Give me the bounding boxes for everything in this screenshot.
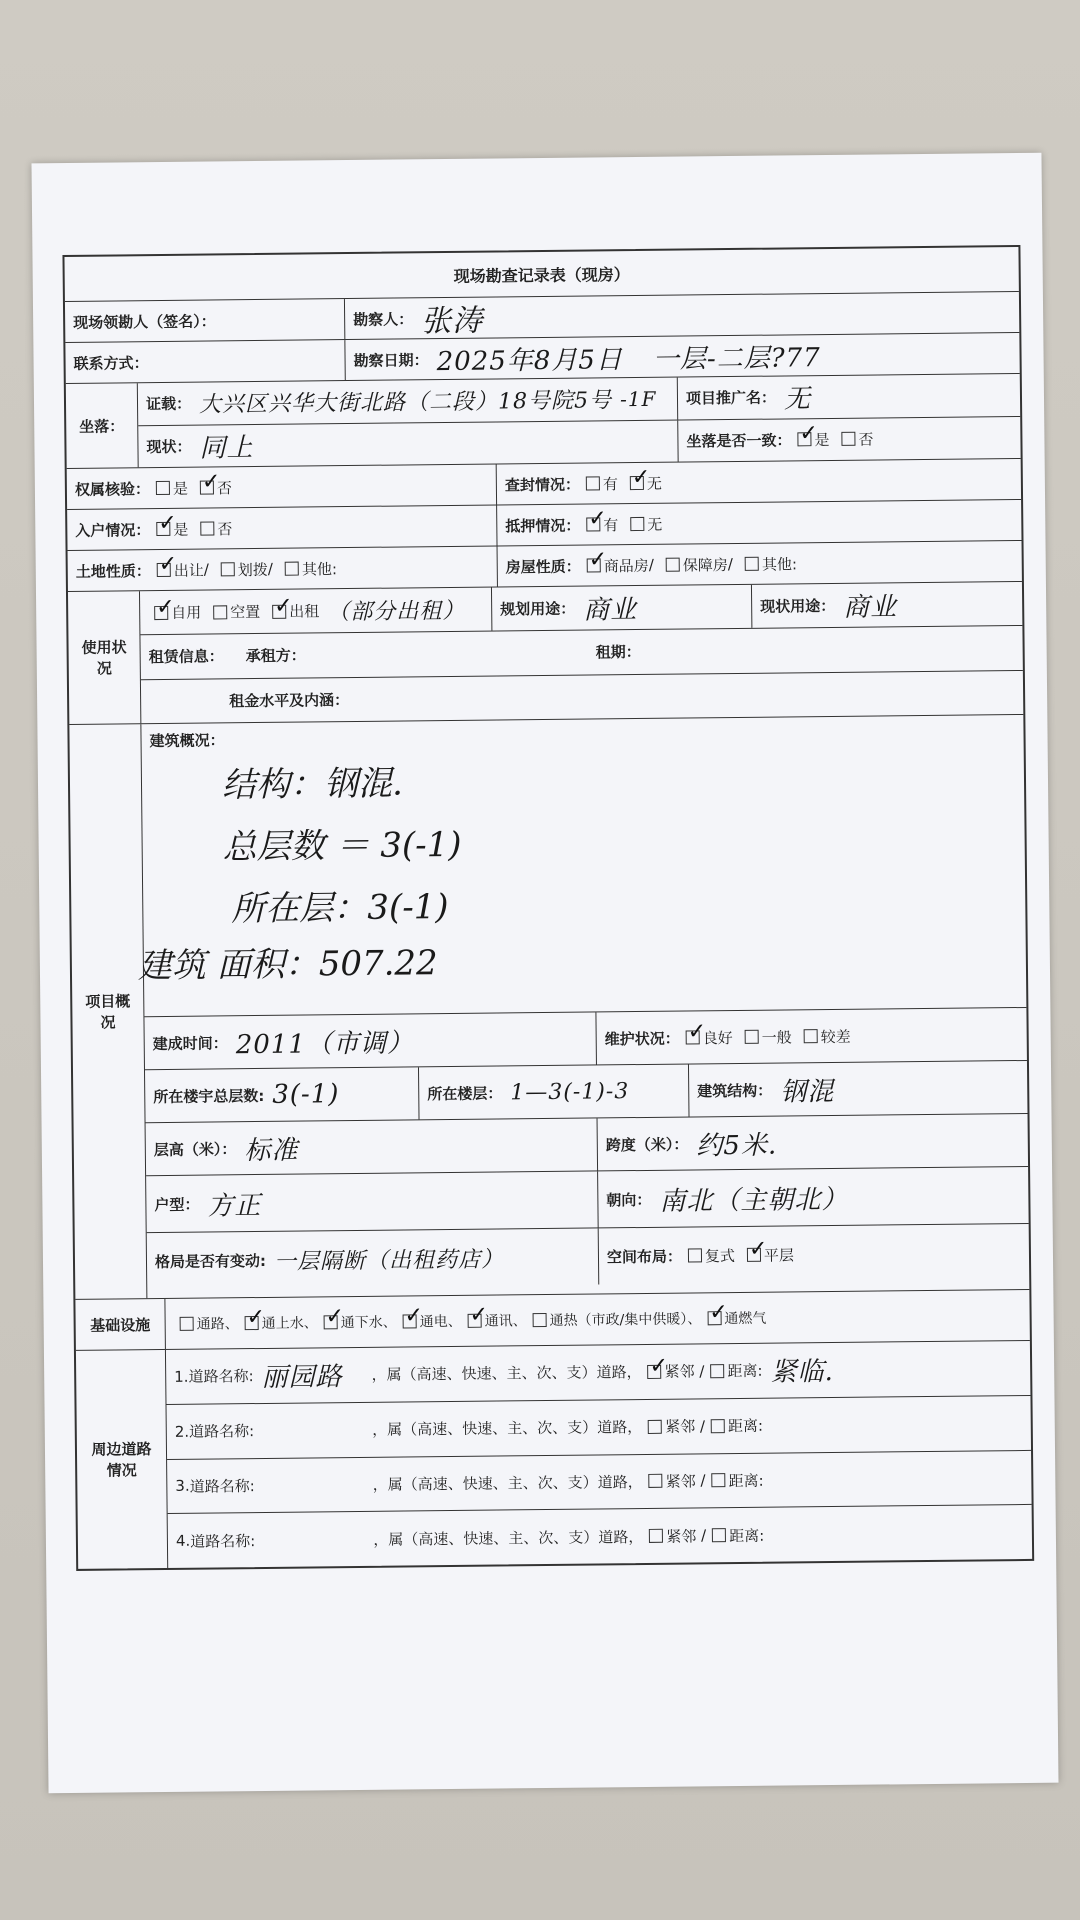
road-1: 1. 道路名称: 丽园路 ，属（高速、快速、主、次、支）道路， ✓ 紧邻 / 距离: 紧临. — [166, 1341, 1031, 1404]
infra-telecom-label: 通讯、 — [484, 1313, 527, 1330]
project-overview-label: 项目概况 — [69, 724, 147, 1299]
usage-self-checkbox[interactable]: ✓ — [156, 594, 175, 620]
road-2-num: 2. — [174, 1422, 190, 1441]
building-overview-row — [137, 715, 1026, 1017]
road-3-adjacent-checkbox[interactable] — [649, 1474, 663, 1488]
built-cell — [144, 1012, 597, 1069]
seal-have-checkbox[interactable] — [586, 476, 600, 490]
consistent-cell — [678, 416, 1020, 461]
project-overview-row — [69, 715, 1029, 1300]
infra-road-label: 通路、 — [196, 1316, 239, 1333]
unit-value: 方正 — [207, 1190, 262, 1222]
house-affordable-checkbox[interactable] — [666, 558, 680, 572]
lease-label: 租赁信息： — [148, 647, 224, 667]
current-cell — [138, 420, 678, 467]
orientation-cell — [598, 1167, 1029, 1227]
lease-cell — [140, 626, 1022, 679]
floor-label: 所在楼层： — [427, 1083, 503, 1103]
usage-note: （部分出租） — [327, 598, 466, 626]
cert-value: 大兴区兴华大街北路（二段）18号院5号 — [198, 388, 613, 418]
infra-drainage-checkbox[interactable]: ✓ — [325, 1304, 345, 1330]
space-label: 空间布局： — [606, 1247, 683, 1266]
space-duplex-checkbox[interactable] — [688, 1248, 702, 1262]
road-1-distance-checkbox[interactable] — [710, 1364, 724, 1378]
note-structure: 结构：钢混. — [221, 763, 404, 806]
note-area: 建筑 面积：507.22 — [137, 943, 438, 987]
land-other-checkbox[interactable] — [285, 562, 299, 576]
entry-yes-checkbox[interactable]: ✓ — [158, 510, 177, 537]
height-value: 标准 — [244, 1135, 299, 1166]
infra-drainage-label: 通下水、 — [340, 1314, 397, 1332]
road-row-1 — [166, 1341, 1031, 1405]
form-title: 现场勘查记录表（现房） — [453, 264, 630, 286]
entry-label: 入户情况： — [75, 520, 151, 540]
space-duplex-label: 复式 — [704, 1246, 736, 1265]
structure-value: 钢混 — [780, 1076, 835, 1108]
mortgage-cell — [497, 500, 1021, 545]
house-type-label: 房屋性质： — [505, 557, 581, 576]
space-flat-label: 平层 — [763, 1245, 795, 1265]
layout-change-cell — [147, 1228, 600, 1289]
structure-label: 建筑结构： — [697, 1081, 773, 1100]
height-label: 层高（米）： — [153, 1139, 237, 1159]
roads-label: 周边道路情况 — [76, 1350, 168, 1569]
layout-row — [147, 1224, 1030, 1289]
road-3-type: ，属（高速、快速、主、次、支）道路， — [372, 1472, 643, 1494]
height-row — [146, 1114, 1029, 1176]
inspector-label: 勘察人： — [353, 309, 414, 329]
maintenance-cell — [596, 1008, 1027, 1065]
road-2-distance-checkbox[interactable] — [711, 1419, 725, 1433]
road-2-adjacent-label: 紧邻 — [665, 1417, 696, 1436]
usage-status-label: 使用状况 — [68, 591, 141, 724]
road-4-num: 4. — [175, 1531, 191, 1551]
ownership-label: 权属核验： — [74, 479, 151, 499]
land-label: 土地性质： — [75, 561, 151, 581]
built-row — [144, 1008, 1027, 1070]
built-value: 2011（市调） — [235, 1027, 415, 1060]
maintenance-normal-label: 一般 — [761, 1027, 792, 1047]
road-3-num: 3. — [175, 1477, 190, 1496]
infra-label: 基础设施 — [75, 1299, 166, 1350]
date-cell — [345, 333, 1019, 380]
seal-none-label: 无 — [646, 474, 663, 493]
orientation-value: 南北（主朝北） — [659, 1184, 849, 1217]
cert-cell — [138, 378, 678, 425]
house-other-label: 其他: — [761, 554, 798, 574]
unit-cell — [146, 1171, 599, 1232]
current-use-cell — [752, 582, 1022, 628]
house-other-checkbox[interactable] — [745, 557, 759, 571]
consistent-yes-checkbox[interactable]: ✓ — [799, 421, 818, 447]
building-overview-label: 建筑概况： — [149, 731, 225, 751]
road-3-distance-checkbox[interactable] — [711, 1474, 725, 1488]
lease-term-label: 租期： — [595, 643, 641, 662]
rent-label: 租金水平及内涵： — [229, 690, 350, 711]
mortgage-label: 抵押情况： — [505, 516, 581, 535]
cert-suffix: -1F — [619, 386, 657, 411]
current-use-value: 商业 — [843, 592, 898, 624]
house-commercial-checkbox[interactable]: ✓ — [588, 547, 608, 573]
land-transfer-checkbox[interactable]: ✓ — [158, 551, 178, 578]
usage-self-label: 自用 — [171, 603, 202, 623]
road-4-type: ，属（高速、快速、主、次、支）道路， — [373, 1527, 644, 1549]
ownership-cell — [67, 464, 497, 509]
road-4-adjacent-checkbox[interactable] — [649, 1529, 663, 1543]
project-name-cell — [678, 374, 1020, 419]
current-value: 同上 — [199, 432, 254, 464]
maintenance-normal-checkbox[interactable] — [745, 1030, 759, 1044]
road-2-distance-label: 距离: — [727, 1416, 764, 1436]
seal-label: 查封情况： — [504, 475, 580, 494]
infra-telecom-checkbox[interactable]: ✓ — [469, 1302, 489, 1328]
house-type-cell: 房屋性质： ✓ 商品房 / 保障房 / 其他: — [505, 547, 798, 576]
seal-cell — [497, 459, 1021, 504]
road-3-name — [255, 1484, 373, 1485]
project-name-label: 项目推广名： — [685, 388, 777, 408]
planned-use-value: 商业 — [583, 595, 638, 626]
location-label: 坐落： — [66, 383, 139, 468]
infra-heating-checkbox[interactable] — [533, 1313, 547, 1327]
contact-label: 联系方式： — [65, 340, 345, 383]
lead-inspector-label: 现场领勘人（签名）： — [65, 299, 345, 342]
current-label: 现状： — [146, 437, 192, 456]
house-affordable-label: 保障房 — [682, 555, 728, 575]
infra-gas-label: 通燃气 — [724, 1310, 767, 1328]
inspector-value: 张涛 — [421, 303, 484, 340]
usage-rent-label: 出租 — [289, 602, 320, 621]
infra-gas-checkbox[interactable]: ✓ — [709, 1300, 728, 1326]
ownership-yes-checkbox[interactable] — [156, 481, 170, 495]
location-row — [66, 374, 1021, 469]
road-1-distance-label: 距离: — [727, 1362, 763, 1381]
road-1-type: ，属（高速、快速、主、次、支）道路， — [371, 1363, 642, 1385]
road-4-name — [255, 1539, 373, 1540]
land-cell: 土地性质： ✓ 出让 / 划拨 / 其他: — [68, 546, 498, 591]
road-4-distance-checkbox[interactable] — [712, 1528, 726, 1542]
cert-label: 证载： — [145, 394, 192, 414]
structure-cell — [689, 1061, 1028, 1117]
unit-row — [146, 1167, 1029, 1233]
land-allocated-label: 划拨 — [237, 560, 268, 579]
total-floors-label: 所在楼宇总层数: — [153, 1086, 265, 1106]
height-cell — [146, 1118, 599, 1175]
road-row-3 — [167, 1450, 1032, 1514]
road-3-distance-label: 距离: — [728, 1471, 764, 1490]
road-3: 3. 道路名称: ，属（高速、快速、主、次、支）道路， 紧邻 / 距离: — [175, 1471, 764, 1496]
house-commercial-label: 商品房 — [603, 556, 649, 575]
built-label: 建成时间： — [152, 1033, 228, 1053]
road-4: 4. 道路名称: ，属（高速、快速、主、次、支）道路， 紧邻 / 距离: — [175, 1526, 765, 1551]
road-2-name — [254, 1429, 372, 1430]
infra-cell — [165, 1290, 1029, 1349]
building-overview-cell — [137, 715, 1026, 1016]
note-total-floors: 总层数 ＝ 3(-1) — [222, 824, 462, 868]
layout-change-label: 格局是否有变动: — [154, 1251, 267, 1271]
entry-yes-label: 是 — [173, 520, 189, 539]
road-3-adjacent-label: 紧邻 — [665, 1472, 696, 1491]
span-value: 约5米. — [696, 1130, 778, 1161]
inspector-cell — [345, 292, 1019, 339]
road-1-adjacent-label: 紧邻 — [664, 1362, 695, 1382]
usage-rent-checkbox[interactable]: ✓ — [274, 593, 293, 619]
road-1-adjacent-checkbox[interactable]: ✓ — [649, 1353, 669, 1379]
land-other-label: 其他: — [301, 559, 338, 579]
infra-water-supply-checkbox[interactable]: ✓ — [246, 1304, 266, 1331]
entry-no-label: 否 — [217, 519, 233, 538]
unit-label: 户型： — [154, 1195, 200, 1214]
planned-use-label: 规划用途： — [500, 599, 576, 619]
floor-value: 1—3(-1)-3 — [510, 1078, 630, 1105]
location-body — [138, 374, 1021, 467]
date-value: 2025年8月5日 — [436, 344, 624, 377]
road-4-adjacent-label: 紧邻 — [666, 1527, 697, 1546]
mortgage-none-checkbox[interactable] — [630, 517, 644, 531]
maintenance-poor-checkbox[interactable] — [804, 1029, 818, 1043]
rent-cell — [141, 671, 1023, 724]
layout-change-value: 一层隔断（出租药店） — [273, 1246, 505, 1275]
infra-water-supply-label: 通上水、 — [261, 1315, 318, 1332]
consistent-no-checkbox[interactable] — [841, 432, 855, 446]
span-label: 跨度（米）： — [605, 1135, 689, 1154]
entry-no-checkbox[interactable] — [200, 521, 214, 535]
total-floors-cell — [145, 1067, 420, 1122]
span-cell — [598, 1114, 1029, 1171]
consistent-yes-label: 是 — [814, 430, 830, 449]
floor-cell — [419, 1064, 690, 1119]
maintenance-good-label: 良好 — [702, 1028, 733, 1047]
maintenance-good-checkbox[interactable]: ✓ — [687, 1019, 707, 1045]
usage-vacant-checkbox[interactable] — [213, 605, 227, 619]
road-row-4 — [168, 1505, 1033, 1568]
project-overview-body — [137, 715, 1029, 1298]
road-2-adjacent-checkbox[interactable] — [648, 1419, 662, 1433]
seal-none-checkbox[interactable]: ✓ — [631, 464, 651, 491]
infra-power-checkbox[interactable]: ✓ — [404, 1303, 424, 1329]
total-floors-value: 3(-1) — [272, 1079, 340, 1110]
ownership-yes-label: 是 — [172, 479, 189, 498]
road-1-distance: 紧临. — [770, 1357, 834, 1389]
paper-sheet — [31, 153, 1058, 1793]
usage-row — [68, 582, 1023, 725]
road-2: 2. 道路名称: ，属（高速、快速、主、次、支）道路， 紧邻 / 距离: — [174, 1416, 764, 1441]
road-3-name-label: 道路名称: — [189, 1476, 255, 1496]
rent-row — [141, 671, 1023, 724]
space-cell — [599, 1224, 1030, 1284]
infra-power-label: 通电、 — [419, 1313, 462, 1331]
note-floor: 所在层：3(-1) — [231, 887, 449, 930]
road-1-name-label: 道路名称: — [188, 1367, 254, 1387]
date-label: 勘察日期： — [353, 350, 429, 370]
consistent-no-label: 否 — [858, 430, 874, 449]
floors-row — [145, 1061, 1028, 1123]
mortgage-have-label: 有 — [603, 515, 619, 534]
ownership-no-label: 否 — [216, 478, 233, 497]
road-row-2 — [167, 1396, 1032, 1460]
planned-use-cell — [492, 585, 752, 631]
ownership-no-checkbox[interactable]: ✓ — [201, 469, 221, 495]
space-flat-checkbox[interactable]: ✓ — [748, 1236, 768, 1262]
road-4-distance-label: 距离: — [729, 1526, 765, 1545]
road-2-name-label: 道路名称: — [189, 1422, 255, 1441]
date-note: 一层-二层?77 — [652, 342, 821, 375]
mortgage-none-label: 无 — [647, 515, 663, 534]
seal-have-label: 有 — [602, 474, 619, 493]
road-1-num: 1. — [174, 1367, 189, 1386]
usage-opts-cell — [140, 588, 492, 635]
orientation-label: 朝向： — [606, 1190, 652, 1209]
usage-vacant-label: 空置 — [230, 603, 261, 622]
mortgage-have-checkbox[interactable]: ✓ — [588, 506, 607, 532]
land-transfer-label: 出让 — [173, 561, 204, 580]
maintenance-label: 维护状况： — [604, 1029, 680, 1048]
usage-body — [140, 582, 1023, 723]
entry-cell — [67, 505, 497, 550]
road-1-name: 丽园路 — [261, 1362, 343, 1394]
road-4-name-label: 道路名称: — [190, 1531, 256, 1551]
roads-row — [76, 1341, 1032, 1569]
project-name-value: 无 — [783, 384, 812, 415]
inspection-form — [62, 245, 1034, 1571]
current-use-label: 现状用途： — [760, 597, 836, 616]
lessee-label: 承租方： — [245, 646, 306, 666]
roads-body — [166, 1341, 1032, 1568]
infra-heating-label: 通热（市政/集中供暖）、 — [549, 1311, 702, 1329]
infra-road-checkbox[interactable] — [180, 1317, 194, 1331]
road-2-type: ，属（高速、快速、主、次、支）道路， — [372, 1418, 643, 1439]
consistent-label: 坐落是否一致： — [686, 431, 792, 451]
land-allocated-checkbox[interactable] — [221, 562, 235, 576]
maintenance-poor-label: 较差 — [820, 1027, 851, 1046]
